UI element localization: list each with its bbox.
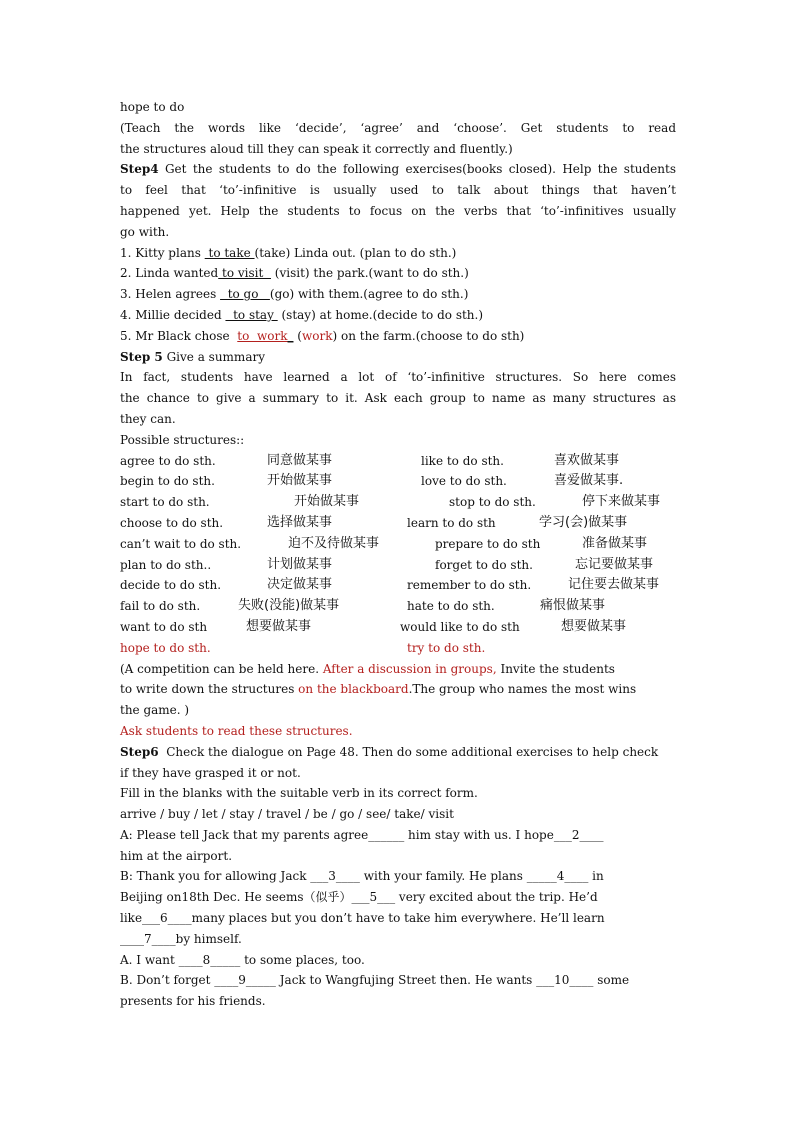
step4-line-1 [120, 159, 676, 180]
structure-row [120, 638, 676, 659]
exercise-1 [120, 243, 676, 264]
structure-en: decide to do sth. [120, 578, 222, 593]
structure-cn: 开始做某事 [267, 473, 333, 489]
dialogue-line: B: Thank you for allowing Jack ___3____ with your family. He plans _____4____ in [120, 869, 604, 884]
structure-row [120, 513, 676, 534]
structure-en: want to do sth [120, 619, 208, 634]
exercise-text: 2. Linda wanted [120, 266, 219, 281]
dialogue-line: A. I want ____8_____ to some places, too. [120, 952, 365, 967]
structures-list [120, 451, 676, 659]
step4-line-2: to feel that ‘to’-infinitive is usually used to talk about things that haven’t [120, 183, 676, 198]
step6-text: Check the dialogue on Page 48. Then do some additional exercises to help check [158, 744, 659, 759]
exercise-answer: to visit [218, 266, 271, 281]
intro-line-2: (Teach the words like ‘decide’, ‘agree’ and ‘choose’. Get students to read [120, 120, 676, 135]
dialogue-line: him at the airport. [120, 848, 233, 863]
intro-line-3: the structures aloud till they can speak it correctly and fluently.) [120, 141, 513, 156]
structure-en: hope to do sth. [120, 640, 211, 655]
structure-cn: 学习(会)做某事 [539, 514, 628, 530]
structure-cn: 决定做某事 [267, 577, 333, 593]
structure-cn: 喜欢做某事 [554, 452, 620, 468]
structure-cn: 开始做某事 [294, 494, 360, 510]
possible-structures-label: Possible structures:: [120, 432, 245, 447]
exercise-text: 3. Helen agrees [120, 287, 221, 302]
step5-label: Step 5 [120, 349, 163, 364]
structure-cn: 计划做某事 [267, 556, 333, 572]
competition-text: (A competition can be held here. [120, 661, 323, 676]
step6-line-2: if they have grasped it or not. [120, 765, 301, 780]
structure-row [120, 451, 676, 472]
structure-en: stop to do sth. [449, 495, 536, 510]
competition-line-1 [120, 659, 676, 680]
structure-cn: 记住要去做某事 [568, 577, 660, 593]
structure-en: start to do sth. [120, 495, 210, 510]
step4-label: Step [120, 162, 151, 177]
exercise-answer: to take [204, 245, 255, 260]
step4-number: 4 [150, 162, 159, 177]
structure-row [120, 471, 676, 492]
dialogue-line: presents for his friends. [120, 994, 266, 1009]
competition-line-2 [120, 679, 676, 700]
step6-label: Step6 [120, 744, 159, 759]
competition-text: Invite the students [496, 661, 615, 676]
structure-en: choose to do sth. [120, 515, 224, 530]
structure-row [120, 492, 676, 513]
competition-text: to write down the structures [120, 682, 299, 697]
exercise-text: 1. Kitty plans [120, 245, 205, 260]
structure-en: learn to do sth [407, 515, 496, 530]
structure-en: like to do sth. [421, 453, 504, 468]
exercise-answer: to go [220, 287, 270, 302]
exercise-text: (stay) at home.(decide to do sth.) [277, 307, 484, 322]
dialogue-line: A: Please tell Jack that my parents agree______ him stay with us. I hope___2____ [120, 827, 604, 842]
step5-line-2: the chance to give a summary to it. Ask each group to name as many structures as [120, 391, 676, 406]
step5-heading [120, 347, 676, 368]
exercise-answer: to work [237, 328, 288, 343]
exercise-4 [120, 305, 676, 326]
step4-text: Get the students to do the following exercises(books closed). Help the students [164, 162, 676, 177]
ask-students-line: Ask students to read these structures. [120, 723, 353, 738]
structure-en: remember to do sth. [407, 578, 532, 593]
competition-highlight: on the blackboard [298, 682, 409, 697]
structure-cn: 选择做某事 [267, 514, 333, 530]
exercise-text: ( [293, 328, 302, 343]
exercise-2 [120, 263, 676, 284]
structure-en: fail to do sth. [120, 599, 201, 614]
competition-highlight: After a discussion in groups, [322, 661, 497, 676]
dialogue-line: ____7____by himself. [120, 931, 242, 946]
structure-en: begin to do sth. [120, 474, 215, 489]
structure-en: would like to do sth [400, 619, 520, 634]
structure-cn: 失败(没能)做某事 [238, 598, 340, 614]
structure-cn: 忘记要做某事 [575, 556, 654, 572]
exercise-3 [120, 284, 676, 305]
structure-row [120, 596, 676, 617]
structure-en: love to do sth. [421, 474, 507, 489]
dialogue-line: B. Don’t forget ____9_____ Jack to Wangfujing Street then. He wants ___10____ some [120, 973, 630, 988]
step4-line-4: go with. [120, 224, 170, 239]
structure-row [120, 575, 676, 596]
exercise-text: (visit) the park.(want to do sth.) [270, 266, 469, 281]
structure-cn: 痛恨做某事 [540, 598, 606, 614]
structure-en: try to do sth. [407, 640, 486, 655]
structure-en: can’t wait to do sth. [120, 536, 242, 551]
dialogue-line: like___6____many places but you don’t have to take him everywhere. He’ll learn [120, 911, 605, 926]
structure-en: prepare to do sth [435, 536, 541, 551]
competition-text: .The group who names the most wins [408, 682, 637, 697]
step5-line-3: they can. [120, 411, 176, 426]
exercise-text: (go) with them.(agree to do sth.) [269, 287, 469, 302]
exercise-text: ) on the farm.(choose to do sth) [332, 328, 525, 343]
exercise-text: 4. Millie decided [120, 307, 226, 322]
exercise-text: (take) Linda out. (plan to do sth.) [254, 245, 457, 260]
structure-en: agree to do sth. [120, 453, 216, 468]
exercise-answer: to stay [225, 307, 278, 322]
intro-line-1: hope to do [120, 100, 185, 114]
structure-cn: 停下来做某事 [582, 494, 661, 510]
document-page [120, 97, 676, 1012]
structure-en: forget to do sth. [435, 557, 533, 572]
structure-cn: 迫不及待做某事 [288, 535, 380, 551]
step5-title: Give a summary [162, 349, 265, 364]
structure-en: hate to do sth. [407, 599, 495, 614]
exercise-5 [120, 326, 676, 347]
exercise-verb: work [301, 328, 333, 343]
step6-line-1 [120, 742, 676, 763]
structure-row [120, 534, 676, 555]
structure-cn: 同意做某事 [267, 452, 333, 468]
exercise-text: 5. Mr Black chose [120, 328, 238, 343]
structure-cn: 准备做某事 [582, 535, 648, 551]
competition-line-3: the game. ) [120, 703, 190, 718]
dialogue-line: Beijing on18th Dec. He seems（似乎）___5___ very excited about the trip. He’d [120, 890, 598, 905]
step5-line-1: In fact, students have learned a lot of ‘to’-infinitive structures. So here comes [120, 370, 676, 385]
step4-line-3: happened yet. Help the students to focus on the verbs that ‘to’-infinitives usually [120, 203, 676, 218]
fill-instruction: Fill in the blanks with the suitable verb in its correct form. [120, 786, 478, 801]
word-bank: arrive / buy / let / stay / travel / be / go / see/ take/ visit [120, 807, 454, 822]
structure-cn: 想要做某事 [561, 618, 627, 634]
structure-cn: 喜爱做某事. [554, 473, 624, 489]
structure-row [120, 555, 676, 576]
exercise-answer-tail: _ [287, 328, 294, 343]
structure-cn: 想要做某事 [246, 618, 312, 634]
structure-row [120, 617, 676, 638]
structure-en: plan to do sth.. [120, 557, 212, 572]
